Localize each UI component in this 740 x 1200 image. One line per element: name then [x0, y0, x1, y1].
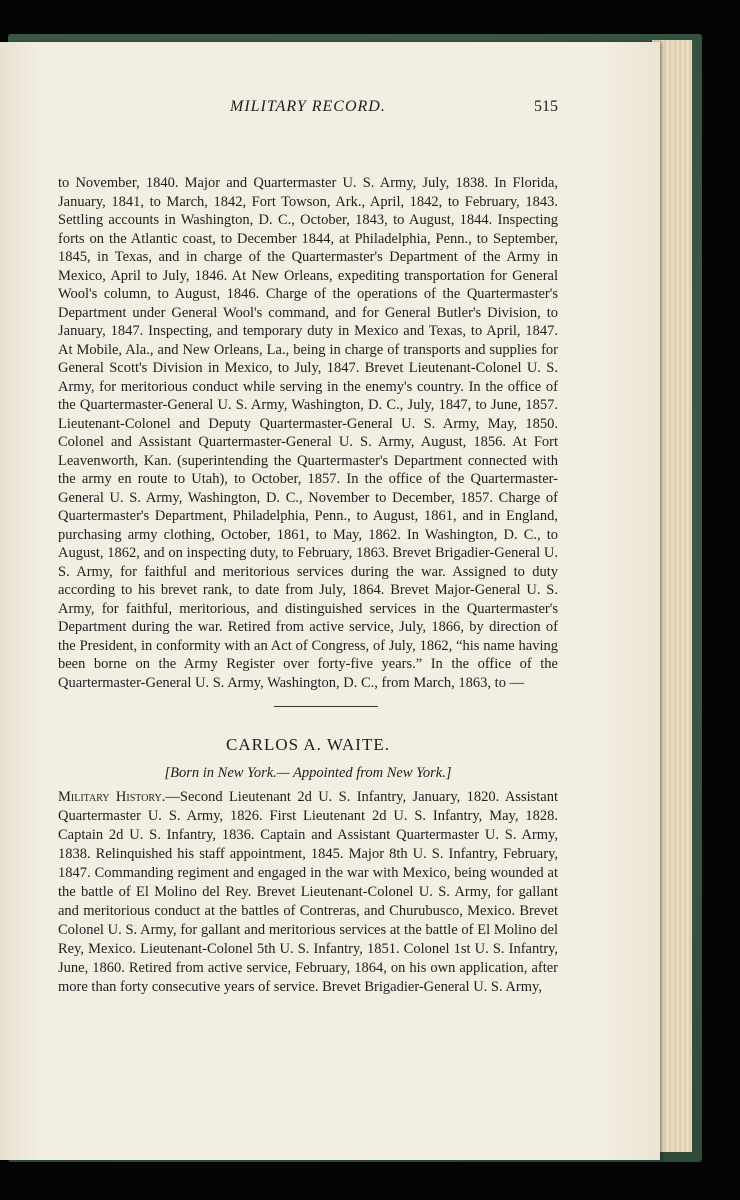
entry-text: —Second Lieutenant 2d U. S. Infantry, January, 1820. Assistant Quartermaster U. S. Army, 1826. First Lieutenant 2d U. S. Infantry, May, 1828. Captain 2d U. S. Infantry, 1836. Captain and Assistant Quartermaster U. S. Army, 1838. Relinquished his staff appointment, 1845. Major 8th U. S. Infantry, February, 1847. Commanding regiment and engaged in the war with Mexico, being wounded at the battle of El Molino del Rey. Brevet Lieutenant-Colonel U. S. Army, for gallant and meritorious conduct at the battles of Contreras, and Churubusco, Mexico. Brevet Colonel U. S. Army, for gallant and meritorious services at the battle of El Molino del Rey, Mexico. Lieutenant-Colonel 5th U. S. Infantry, 1851. Colonel 1st U. S. Infantry, June, 1860. Retired from active service, February, 1864, on his own application, after more than forty consecutive years of service. Brevet Brigadier-General U. S. Army,	[58, 789, 558, 995]
entry-paragraph	[58, 788, 558, 997]
section-divider	[274, 706, 378, 707]
entry-subtitle: [Born in New York.— Appointed from New York.]	[164, 765, 452, 781]
entry-title: CARLOS A. WAITE.	[226, 735, 390, 754]
continued-entry-paragraph: to November, 1840. Major and Quartermaster U. S. Army, July, 1838. In Florida, January, 1841, to March, 1842, Fort Towson, Ark., April, 1842, to February, 1843. Settling accounts in Washington, D. C., October, 1843, to August, 1844. Inspecting forts on the Atlantic coast, to December 1844, at Philadelphia, Penn., to September, 1845, in Texas, and in charge of the Quartermaster's Department of the Army in Mexico, April to July, 1846. At New Orleans, expediting transportation for General Wool's column, to August, 1846. Charge of the operations of the Quartermaster's Department under General Wool's command, and for General Butler's Division, to January, 1847. Inspecting, and temporary duty in Mexico and Texas, to April, 1847. At Mobile, Ala., and New Orleans, La., being in charge of transports and supplies for General Scott's Division in Mexico, to July, 1847. Brevet Lieutenant-Colonel U. S. Army, for meritorious conduct while serving in the enemy's country. In the office of the Quartermaster-General U. S. Army, Washington, D. C., July, 1847, to June, 1857. Lieutenant-Colonel and Deputy Quartermaster-General U. S. Army, May, 1850. Colonel and Assistant Quartermaster-General U. S. Army, August, 1856. At Fort Leavenworth, Kan. (superintending the Quartermaster's Department connected with the army en route to Utah), to October, 1857. In the office of the Quartermaster-General U. S. Army, Washington, D. C., November to December, 1857. Charge of Quartermaster's Department, Philadelphia, Penn., to August, 1861, and in England, purchasing army clothing, October, 1861, to May, 1862. In Washington, D. C., to August, 1862, and on inspecting duty, to February, 1863. Brevet Brigadier-General U. S. Army, for faithful and meritorious services during the war. Assigned to duty according to his brevet rank, to date from July, 1864. Brevet Major-General U. S. Army, for faithful, meritorious, and distinguished services in the Quartermaster's Department during the war. Retired from active service, July, 1866, by direction of the President, in conformity with an Act of Congress, of July, 1862, “his name having been borne on the Army Register over forty-five years.” In the office of the Quartermaster-General U. S. Army, Washington, D. C., from March, 1863, to —	[58, 175, 558, 691]
page-header	[58, 98, 558, 122]
page-number: 515	[534, 98, 558, 115]
entry-heading: Military History.	[58, 789, 166, 805]
running-head: MILITARY RECORD.	[230, 98, 386, 115]
